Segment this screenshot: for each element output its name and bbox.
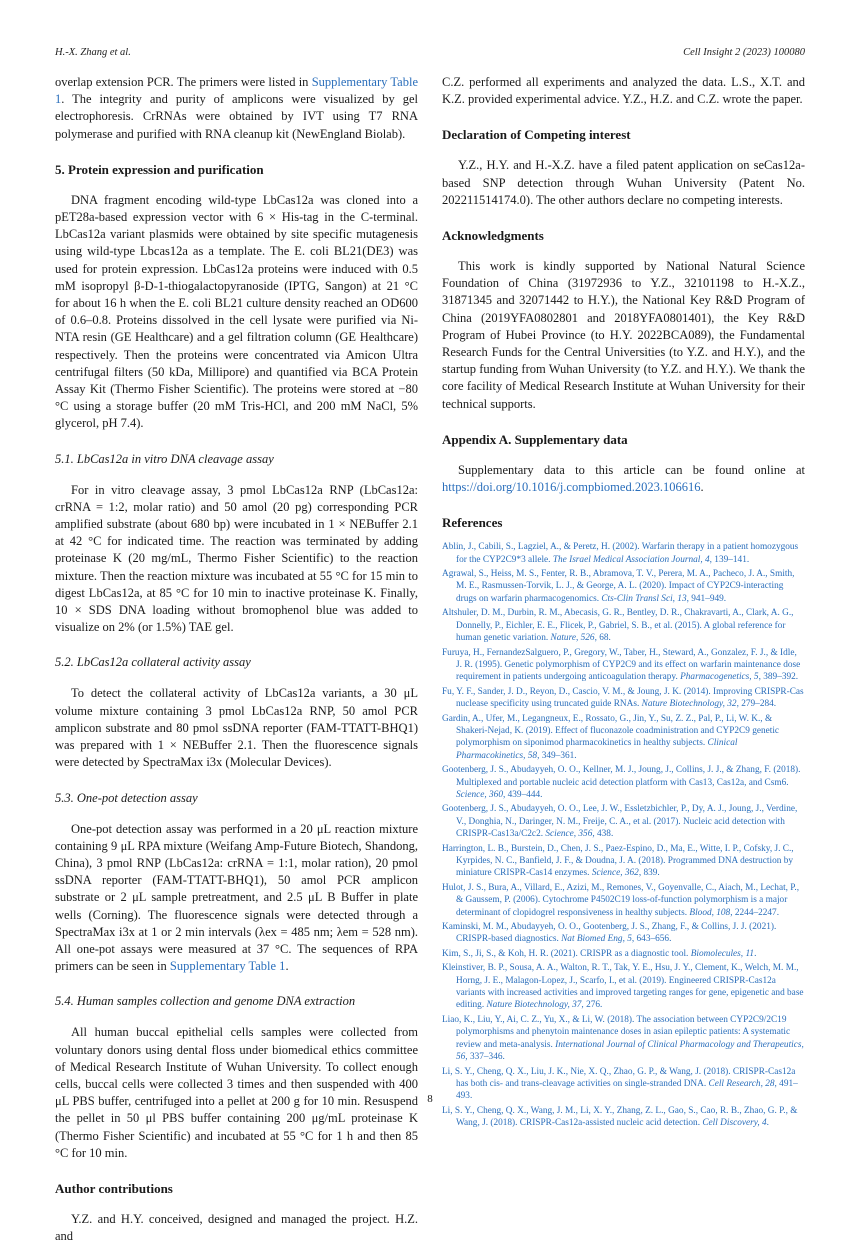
reference-journal: International Journal of Clinical Pharmacology and Therapeutics, 56 [456,1039,804,1063]
reference-journal: Clinical Pharmacokinetics, 58 [456,738,738,761]
reference-journal: Pharmacogenetics, 5 [680,672,759,683]
reference-pages: . [766,1118,769,1129]
reference-item[interactable] [442,843,805,880]
reference-pages: , 276. [581,1000,603,1011]
reference-text: Agrawal, S., Heiss, M. S., Fenter, R. B., Abramova, T. V., Perera, M. A., Pacheco, J. A., Smith, M. E., Rasmussen-Torvik, L. J., & George, A. L. (2020). Impact of CYP2C9-interacting drugs on warfarin pharmacogenomics. [442,569,795,604]
reference-pages: , 438. [592,829,614,840]
reference-text: Kim, S., Ji, S., & Koh, H. R. (2021). CRISPR as a diagnostic tool. [442,948,691,959]
reference-pages: , 491–493. [456,1078,798,1102]
section-5-2-paragraph: To detect the collateral activity of LbCas12a variants, a 30 μL volume mixture containing 3 pmol LbCas12a RNP, 50 amol PCR amplicon substrate and 80 pmol ssDNA reporter (FAM-TTATT-BHQ1) was prepared with 1 × NEBuffer 2.1. Then the fluorescence signals were detected by SpectraMax i3x (Molecular Devices). [55,686,418,770]
reference-journal: Cts-Clin Transl Sci, 13 [601,593,687,604]
reference-journal: Cell Discovery, 4 [702,1118,767,1129]
reference-journal: Nat Biomed Eng, 5 [561,934,632,945]
reference-item[interactable] [442,764,805,801]
text: . The integrity and purity of amplicons were visualized by gel electrophoresis. CrRNAs were obtained by IVT using T7 RNA polymerase and purified with RNA cleanup kit (NewEngland Biolab). [55,92,418,141]
reference-journal: Science, 356 [545,829,593,840]
text: Supplementary data to this article can be found online at [458,462,805,477]
appendix-paragraph [442,462,805,496]
reference-text: Gootenberg, J. S., Abudayyeh, O. O., Kellner, M. J., Joung, J., Collins, J. J., & Zhang, F. (2018). Multiplexed and portable nucleic acid detection platform with Cas13, Cas12a, and Csm6. [442,765,801,788]
reference-text: Liao, K., Liu, Y., Ai, C. Z., Yu, X., & Li, W. (2018). The association between CYP2C9/2C19 polymorphisms and phenytoin maintenance doses in asian epileptic patients: A systematic review and meta-analysis. [442,1014,791,1050]
reference-pages: , 643–656. [631,934,672,945]
reference-journal: Cell Research, 28 [708,1078,775,1089]
reference-journal: Biomolecules, 11 [690,948,755,959]
reference-journal: Science, 360 [456,789,503,800]
reference-item[interactable] [442,1014,805,1064]
reference-pages: , 279–284. [736,699,777,710]
reference-text: Li, S. Y., Cheng, Q. X., Wang, J. M., Li, X. Y., Zhang, Z. L., Gao, S., Cao, R. B., Zhao, G. P., & Wang, J. (2018). CRISPR-Cas12a-assisted nucleic acid detection. [442,1105,798,1129]
running-header-journal: Cell Insight 2 (2023) 100080 [683,47,805,58]
reference-item[interactable] [442,541,805,566]
author-contributions-paragraph: Y.Z. and H.Y. conceived, designed and managed the project. H.Z. and [55,1211,418,1244]
reference-text: Li, S. Y., Cheng, Q. X., Liu, J. K., Nie, X. Q., Zhao, G. P., & Wang, J. (2018). CRISPR-Cas12a has both cis- and trans-cleavage activities on single-stranded DNA. [442,1066,796,1089]
reference-journal: Science, 362 [591,868,639,879]
reference-text: Kleinstiver, B. P., Sousa, A. A., Walton, R. T., Tak, Y. E., Hsu, J. Y., Clement, K., Welch, M. M., Horng, J. E., Malagon-Lopez, J., Scarfo, I., et al. (2019). Engineered CRISPR-Cas12a variants with increased activities and improved targeting ranges for gene, epigenetic and base editing. [442,963,804,1011]
reference-item[interactable] [442,647,805,684]
reference-text: Furuya, H., FernandezSalguero, P., Gregory, W., Taber, H., Steward, A., Gonzalez, F. J., & Idle, J. R. (1995). Genetic polymorphism of CYP2C9 and its effect on warfarin maintenance dose requirement in patients undergoing anticoagulation therapy. [442,647,801,683]
section-5-1-paragraph: For in vitro cleavage assay, 3 pmol LbCas12a RNP (LbCas12a: crRNA = 1:2, molar ratio) and 50 amol (20 pg) corresponding PCR amplified substrate (about 680 bp) were incubated in 1 × NEBuffer 2.1 at 42 °C for indicated time. The reaction was terminated by adding proteinase K (20 mg/mL, Thermo Fisher Scientific) to the reaction mixture. Then the reaction mixture was incubated at 55 °C for 15 min to digest LbCas12a, at 85 °C for 10 min to inactive proteinase K. Finally, 10 × SDS DNA loading without bromophenol blue was added to visualize on 2% (or 1.5%) TAE gel. [55,482,418,635]
reference-item[interactable] [442,686,805,711]
reference-text: Ablin, J., Cabili, S., Lagziel, A., & Peretz, H. (2002). Warfarin therapy in a patient homozygous for the CYP2C9*3 allele. [442,542,799,565]
text: . [285,959,289,974]
reference-pages: . [754,948,757,959]
section-5-paragraph: DNA fragment encoding wild-type LbCas12a was cloned into a pET28a-based expression vector with 6 × His-tag in the C-terminal. LbCas12a variant plasmids were obtained by site specific mutagenesis using wild-type Lbcas12a as a template. The E. coli BL21(DE3) was used for protein expression. LbCas12a proteins were induced with 0.5 mM isopropyl β-D-1-thiogalactopyranoside (IPTG, Sangon) at 21 °C for about 16 h when the E. coli BL21 culture density reached an OD600 of 0.6–0.8. Proteins dissolved in the cell lysate were purified via Ni-NTA resin (GE Healthcare) and a gel filtration column (GE Healthcare) respectively. Then the proteins were concentrated via Amicon Ultra centrifugal filters (50 kDa, Millipore) and quantified via BCA Protein Assay Kit (Thermo Fisher Scientific). The proteins were stored at −80 °C using a storage buffer (20 mM Tris-HCl, and 200 mM NaCl, 5% glycerol, pH 7.4). [55,192,418,431]
reference-journal: Blood, 108 [689,907,731,918]
reference-pages: , 389–392. [758,672,799,683]
reference-pages: , 839. [638,868,660,879]
reference-pages: , 68. [594,633,611,644]
reference-item[interactable] [442,948,805,960]
reference-journal: The Israel Medical Association Journal, 4 [552,554,710,565]
references-heading: References [442,515,503,531]
reference-item[interactable] [442,882,805,919]
reference-pages: , 349–361. [537,750,577,761]
paragraph-overlap-pcr [55,74,418,143]
section-5-4-heading: 5.4. Human samples collection and genome DNA extraction [55,994,356,1009]
reference-pages: , 139–141. [709,554,750,565]
competing-interest-heading: Declaration of Competing interest [442,127,631,143]
reference-pages: , 439–444. [502,789,543,800]
reference-text: Harrington, L. B., Burstein, D., Chen, J. S., Paez-Espino, D., Ma, E., Witte, I. P., Cofsky, J. C., Kyrpides, N. C., Banfield, J. F., & Doudna, J. A. (2018). Programmed DNA destruction by miniature CRISPR-Cas14 enzymes. [442,843,794,879]
reference-item[interactable] [442,803,805,840]
reference-journal: Nature Biotechnology, 37 [486,1000,582,1011]
reference-text: Hulot, J. S., Bura, A., Villard, E., Azizi, M., Remones, V., Goyenvalle, C., Aiach, M., Lechat, P., & Gaussem, P. (2006). Cytochrome P4502C19 loss-of-function polymorphism is a major determinant of clopidogrel responsiveness in healthy subjects. [442,882,800,918]
reference-journal: Nature Biotechnology, 32 [641,699,737,710]
reference-text: Gardin, A., Ufer, M., Legangneux, E., Rossato, G., Jin, Y., Su, Z. Z., Pal, P., Li, W. K., & Shakeri-Nejad, K. (2019). Effect of fluconazole coadministration and CYP2C9 genetic polymorphism on siponimod pharmacokinetics in healthy subjects. [442,713,780,749]
reference-list [442,541,805,1129]
author-contributions-continued: C.Z. performed all experiments and analyzed the data. L.S., X.T. and K.Z. provided experimental advice. Y.Z., H.Z. and C.Z. wrote the paper. [442,75,805,107]
section-5-2-heading: 5.2. LbCas12a collateral activity assay [55,655,251,670]
left-column [55,74,418,1245]
appendix-heading: Appendix A. Supplementary data [442,431,628,447]
acknowledgments-paragraph: This work is kindly supported by National Natural Science Foundation of China (31972936 to Y.Z., 32101198 to H.-X.Z., 31871345 and 32071442 to H.Y.), the National Key R&D Program of China (2019YFA0802801 and 2018YFA0801401), the Key R&D Program of Hubei Province (to H.Y. 2022BCA089), the Fundamental Research Funds for the Central Universities (to Y.Z. and H.Y.), and the startup funding from Wuhan University (to Y.Z. and H.Y.). We thank the core facility of Medical Research Institute at Wuhan University for their technical supports. [442,259,805,411]
reference-item[interactable] [442,921,805,946]
running-header-authors: H.-X. Zhang et al. [55,47,131,58]
section-5-4-paragraph: All human buccal epithelial cells samples were collected from voluntary donors using dental floss under biomedical ethics committee of Medical Research Institute of Wuhan University. To collect enough cells, buccal cells were collected 3 times and then suspended with 400 μL PBS buffer, centrifuged into a pellet at 200 g for 10 min. Resuspend the pellet in 50 μl PBS buffer containing 200 μg/mL proteinase K (Thermo Fisher Scientific) and incubated at 55 °C for 1 h and then 85 °C for 10 min. [55,1025,418,1160]
reference-text: Kaminski, M. M., Abudayyeh, O. O., Gootenberg, J. S., Zhang, F., & Collins, J. J. (2021). CRISPR-based diagnostics. [442,922,777,945]
doi-link[interactable]: https://doi.org/10.1016/j.compbiomed.2023.106616 [442,480,701,495]
supplementary-table-link[interactable]: Supplementary Table 1 [169,959,286,974]
text: One-pot detection assay was performed in a 20 μL reaction mixture containing 9 μL RPA mixture (Weifang Amp-Future Biotech, Shandong, China), 3 pmol RNP (LbCas12a: crRNA = 1:1, molar ration), 20 pmol ssDNA reporter (FAM-TTATT-BHQ1), 50 amol PCR amplicon substrate or 2 μL sample pretreatment, and 2.5 μL B Buffer in plate wells (Corning). The fluorescence signals were detected through a SpectraMax i3x at 1 or 2 min intervals (λex = 485 nm; λem = 528 nm). All one-pot assays were measured at 37 °C. The sequences of RPA primers can be seen in [55,821,418,974]
right-column [442,74,805,1132]
section-5-3-paragraph [55,821,418,976]
reference-text: Fu, Y. F., Sander, J. D., Reyon, D., Cascio, V. M., & Joung, J. K. (2014). Improving CRISPR-Cas nuclease specificity using truncated guide RNAs. [442,686,804,710]
reference-item[interactable] [442,607,805,644]
supplementary-table-link[interactable]: Supplementary Table 1 [55,75,418,107]
reference-journal: Nature, 526 [550,633,595,644]
section-5-heading: 5. Protein expression and purification [55,161,264,177]
section-5-3-heading: 5.3. One-pot detection assay [55,790,198,805]
page-number: 8 [427,1093,433,1105]
text: overlap extension PCR. The primers were listed in [55,75,312,89]
reference-item[interactable] [442,962,805,1012]
reference-item[interactable] [442,568,805,605]
acknowledgments-heading: Acknowledgments [442,228,544,244]
reference-pages: , 2244–2247. [730,907,780,918]
reference-text: Gootenberg, J. S., Abudayyeh, O. O., Lee, J. W., Essletzbichler, P., Dy, A. J., Joung, J., Verdine, V., Donghia, N., Daringer, N. M., Freije, C. A., et al. (2017). Nucleic acid detection with CRISPR-Cas13a/C2c2. [442,804,798,840]
reference-item[interactable] [442,713,805,763]
competing-interest-paragraph: Y.Z., H.Y. and H.-X.Z. have a filed patent application on seCas12a-based SNP detection through Wuhan University (Patent No. 202211514174.0). The other authors declare no competing interests. [442,158,805,207]
reference-item[interactable] [442,1105,805,1130]
reference-pages: , 941–949. [686,593,727,604]
section-5-1-heading: 5.1. LbCas12a in vitro DNA cleavage assay [55,451,274,466]
author-contributions-heading: Author contributions [55,1180,173,1196]
reference-pages: , 337–346. [465,1052,505,1063]
text: . [700,480,704,495]
reference-text: Altshuler, D. M., Durbin, R. M., Abecasis, G. R., Bentley, D. R., Chakravarti, A., Clark, A. G., Donnelly, P., Eichler, E. E., Flicek, P., Gabriel, S. B., et al. (2015). A global reference for human genetic variation. [442,608,794,644]
